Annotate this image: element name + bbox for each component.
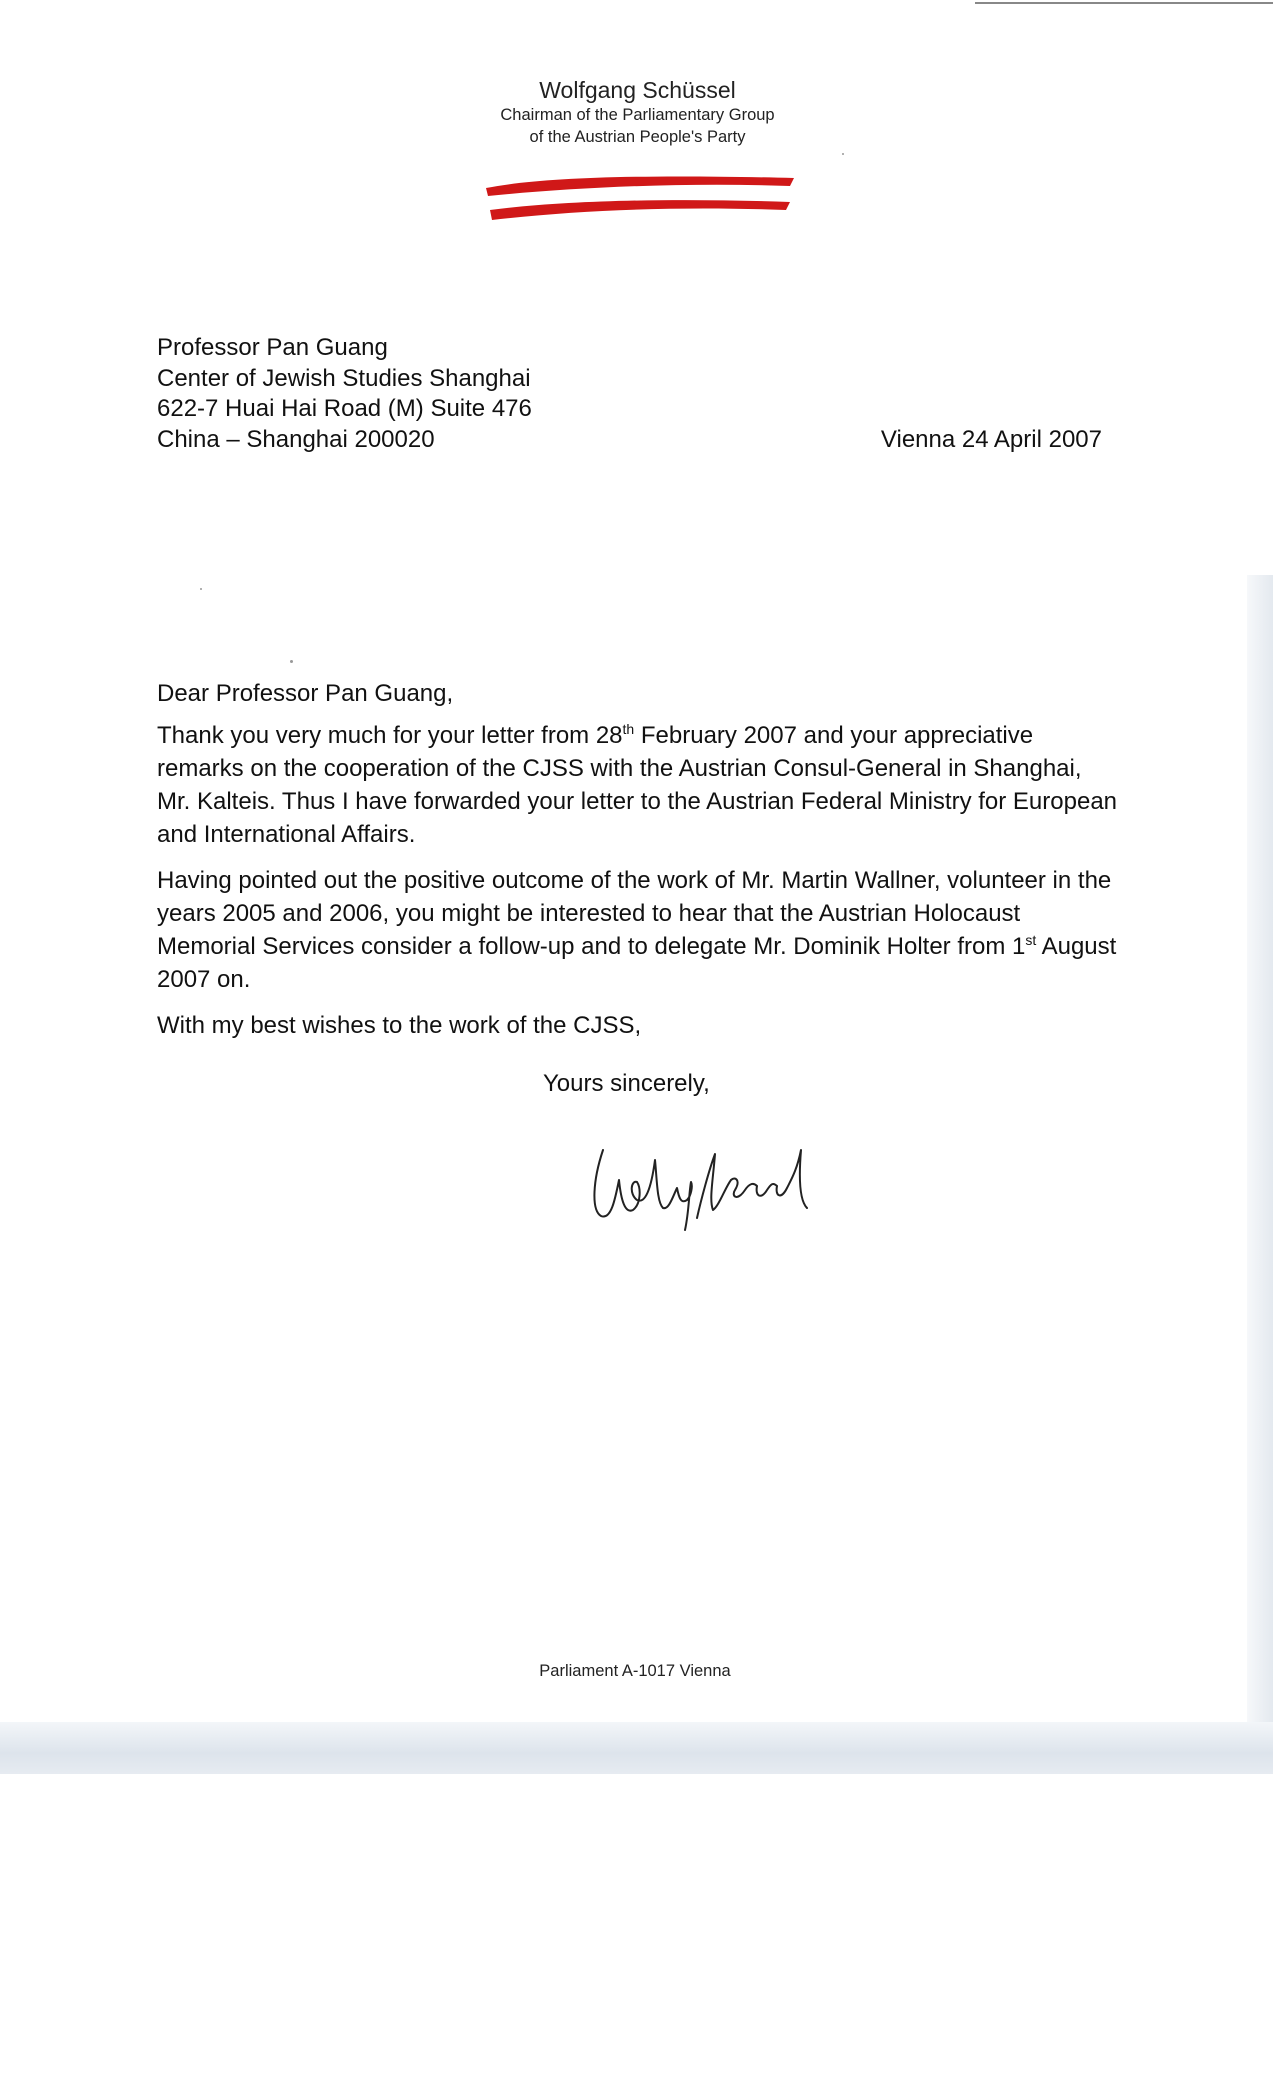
recipient-line3: 622-7 Huai Hai Road (M) Suite 476 <box>157 395 532 422</box>
scan-speck <box>842 153 844 155</box>
flag-stripe-bottom <box>490 200 790 220</box>
paragraph-2-sup: st <box>1025 932 1037 948</box>
recipient-line1: Professor Pan Guang <box>157 334 388 361</box>
recipient-line4: China – Shanghai 200020 <box>157 425 435 453</box>
paragraph-1-sup: th <box>622 721 635 737</box>
paragraph-1-part1: Thank you very much for your letter from 28 <box>157 722 623 749</box>
paragraph-2-part2: August 2007 on. <box>157 933 1117 993</box>
paragraph-2-part1: Having pointed out the positive outcome of the work of Mr. Martin Wallner, volunteer in the years 2005 and 2006, you might be interested to hear that the Austrian Holocaust Memorial Services consider a follow-up and to delegate Mr. Dominik Holter from 1 <box>157 867 1112 960</box>
footer-address: Parliament A-1017 Vienna <box>539 1662 731 1680</box>
letter-body <box>157 677 1117 1055</box>
letterhead-name: Wolfgang Schüssel <box>539 77 736 103</box>
paragraph-2 <box>157 864 1117 996</box>
paragraph-1-part2: February 2007 and your appreciative remarks on the cooperation of the CJSS with the Austrian Consul-General in Shanghai, Mr. Kalteis. Thus I have forwarded your letter to the Austrian Federal Ministry for European and International Affairs. <box>157 722 1118 848</box>
top-rule-line <box>975 2 1273 4</box>
recipient-line2: Center of Jewish Studies Shanghai <box>157 364 531 392</box>
paragraph-3: With my best wishes to the work of the CJSS, <box>157 1012 642 1039</box>
scan-speck <box>290 660 293 663</box>
salutation: Dear Professor Pan Guang, <box>157 680 454 707</box>
recipient-address <box>157 333 532 455</box>
letter-date: Vienna 24 April 2007 <box>880 426 1102 453</box>
signature-icon <box>585 1130 885 1240</box>
letterhead <box>460 76 815 148</box>
flag-stripe-top <box>486 176 794 196</box>
scan-edge-bottom <box>0 1722 1273 1774</box>
flag-emblem-icon <box>478 170 798 230</box>
closing: Yours sincerely, <box>543 1070 710 1097</box>
paragraph-1 <box>157 719 1117 851</box>
letterhead-title-line2: of the Austrian People's Party <box>529 128 746 146</box>
scan-speck <box>200 588 202 590</box>
scan-edge-right <box>1247 575 1273 1760</box>
letterhead-title-line1: Chairman of the Parliamentary Group <box>500 106 775 124</box>
